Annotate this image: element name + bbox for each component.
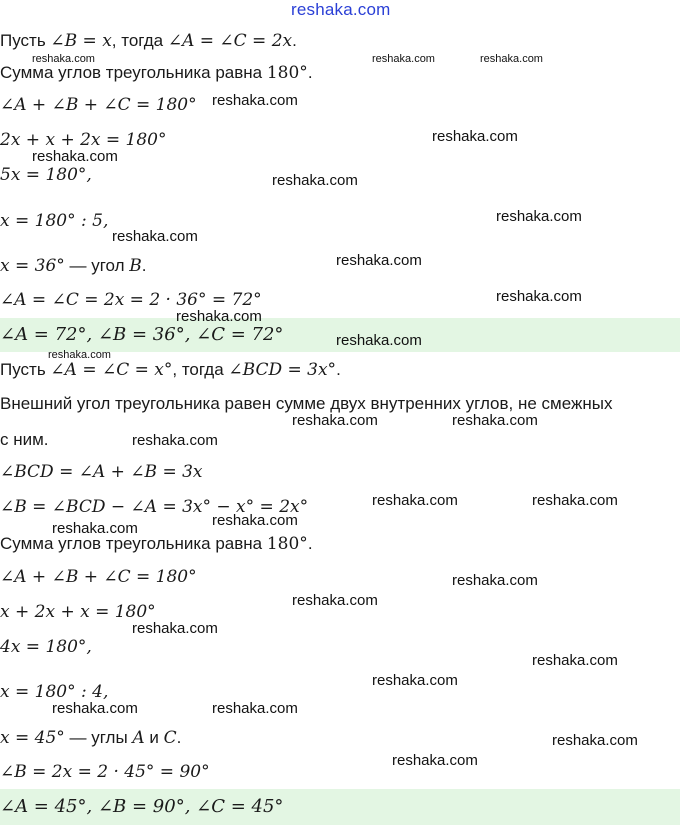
watermark: reshaka.com xyxy=(480,53,543,65)
watermark: reshaka.com xyxy=(52,700,138,717)
watermark: reshaka.com xyxy=(336,332,422,349)
watermark: reshaka.com xyxy=(32,53,95,65)
p2-line-2b: с ним. xyxy=(0,430,49,449)
p1-line-6: x = 180° : 5, xyxy=(0,211,109,231)
p1-line-1: Пусть ∠B = x, тогда ∠A = ∠C = 2x. xyxy=(0,31,297,51)
watermark: reshaka.com xyxy=(336,252,422,269)
p2-line-6: ∠A + ∠B + ∠C = 180° xyxy=(0,567,197,587)
watermark: reshaka.com xyxy=(372,53,435,65)
p1-line-5: 5x = 180°, xyxy=(0,165,92,185)
watermark: reshaka.com xyxy=(292,412,378,429)
p2-line-1: Пусть ∠A = ∠C = x°, тогда ∠BCD = 3x°. xyxy=(0,360,341,380)
watermark: reshaka.com xyxy=(32,148,118,165)
p1-line-8: ∠A = ∠C = 2x = 2 · 36° = 72° xyxy=(0,290,262,310)
p2-line-4: ∠B = ∠BCD − ∠A = 3x° − x° = 2x° xyxy=(0,497,309,517)
watermark: reshaka.com xyxy=(132,432,218,449)
p2-line-2a: Внешний угол треугольника равен сумме двух внутренних углов, не смежных xyxy=(0,394,613,413)
watermark: reshaka.com xyxy=(552,732,638,749)
watermark: reshaka.com xyxy=(112,228,198,245)
p2-line-5: Сумма углов треугольника равна 180°. xyxy=(0,534,313,554)
p2-line-8: 4x = 180°, xyxy=(0,637,92,657)
watermark: reshaka.com xyxy=(532,652,618,669)
watermark: reshaka.com xyxy=(432,128,518,145)
watermark: reshaka.com xyxy=(52,520,138,537)
p1-line-3: ∠A + ∠B + ∠C = 180° xyxy=(0,95,197,115)
p1-answer: ∠A = 72°, ∠B = 36°, ∠C = 72° xyxy=(0,324,284,345)
watermark: reshaka.com xyxy=(392,752,478,769)
watermark: reshaka.com xyxy=(292,592,378,609)
watermark: reshaka.com xyxy=(132,620,218,637)
p1-line-7: x = 36° — угол B. xyxy=(0,256,147,276)
watermark: reshaka.com xyxy=(496,208,582,225)
watermark: reshaka.com xyxy=(212,92,298,109)
watermark: reshaka.com xyxy=(452,412,538,429)
watermark: reshaka.com xyxy=(372,672,458,689)
p2-line-3: ∠BCD = ∠A + ∠B = 3x xyxy=(0,462,203,482)
p2-line-11: ∠B = 2x = 2 · 45° = 90° xyxy=(0,762,210,782)
watermark: reshaka.com xyxy=(496,288,582,305)
p1-line-4: 2x + x + 2x = 180° xyxy=(0,130,167,150)
p2-line-9: x = 180° : 4, xyxy=(0,682,109,702)
watermark: reshaka.com xyxy=(176,308,262,325)
watermark: reshaka.com xyxy=(212,700,298,717)
watermark: reshaka.com xyxy=(48,349,111,361)
watermark: reshaka.com xyxy=(372,492,458,509)
watermark: reshaka.com xyxy=(272,172,358,189)
p2-answer: ∠A = 45°, ∠B = 90°, ∠C = 45° xyxy=(0,796,284,817)
p2-line-10: x = 45° — углы A и C. xyxy=(0,728,182,748)
p2-line-7: x + 2x + x = 180° xyxy=(0,602,156,622)
watermark: reshaka.com xyxy=(212,512,298,529)
watermark: reshaka.com xyxy=(452,572,538,589)
p1-line-2: Сумма углов треугольника равна 180°. xyxy=(0,63,313,83)
watermark: reshaka.com xyxy=(532,492,618,509)
site-header-watermark: reshaka.com xyxy=(291,0,391,19)
